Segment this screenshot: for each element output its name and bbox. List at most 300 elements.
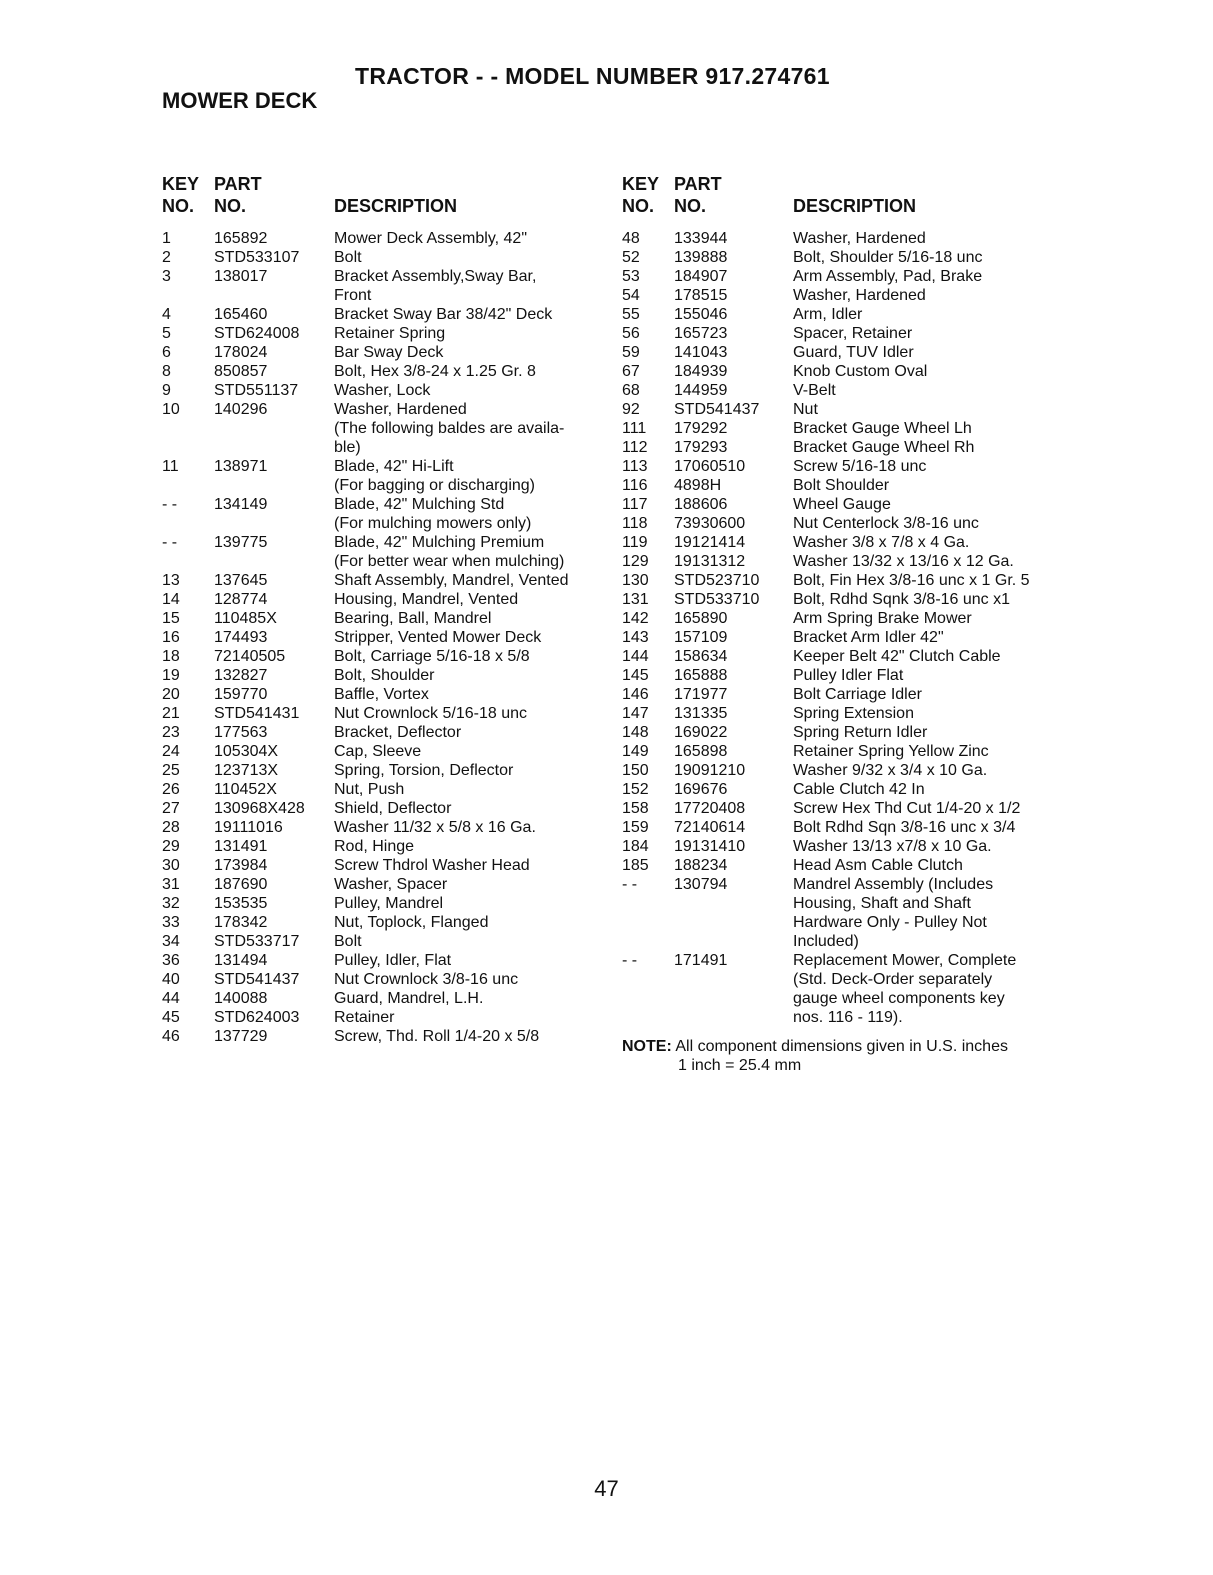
part-description: Washer 11/32 x 5/8 x 16 Ga.	[334, 819, 536, 836]
part-description: Wheel Gauge	[793, 496, 891, 513]
key-no: 28	[162, 819, 180, 836]
part-no: 184907	[674, 268, 728, 285]
parts-row	[162, 742, 602, 761]
part-no: 153535	[214, 895, 268, 912]
part-description: nos. 116 - 119).	[793, 1009, 903, 1026]
key-no: 1	[162, 230, 171, 247]
parts-row	[162, 362, 602, 381]
part-description: Retainer	[334, 1009, 395, 1026]
key-no: 8	[162, 363, 171, 380]
key-no: 45	[162, 1009, 180, 1026]
part-description: Screw Hex Thd Cut 1/4-20 x 1/2	[793, 800, 1021, 817]
key-no: 116	[622, 477, 648, 494]
part-description: ble)	[334, 439, 361, 456]
parts-row	[622, 248, 1082, 267]
part-description: Bolt Carriage Idler	[793, 686, 922, 703]
parts-row	[162, 856, 602, 875]
key-no: 129	[622, 553, 649, 570]
parts-row	[622, 913, 1082, 932]
parts-row	[622, 951, 1082, 970]
key-no: 2	[162, 249, 171, 266]
parts-row	[162, 286, 602, 305]
parts-row	[162, 1008, 602, 1027]
parts-row	[162, 780, 602, 799]
parts-row	[162, 704, 602, 723]
key-no: 4	[162, 306, 171, 323]
part-description: Blade, 42" Mulching Std	[334, 496, 505, 513]
part-description: Bolt, Hex 3/8-24 x 1.25 Gr. 8	[334, 363, 536, 380]
parts-row	[162, 970, 602, 989]
key-no: 30	[162, 857, 180, 874]
key-no: 46	[162, 1028, 180, 1045]
parts-row	[622, 571, 1082, 590]
part-description: Cable Clutch 42 In	[793, 781, 925, 798]
part-description: Nut Centerlock 3/8-16 unc	[793, 515, 979, 532]
parts-row	[622, 286, 1082, 305]
key-no: 147	[622, 705, 649, 722]
right-part-header-line1: PART	[674, 174, 722, 194]
parts-row	[162, 666, 602, 685]
parts-row	[622, 932, 1082, 951]
part-no: 138971	[214, 458, 268, 475]
part-description: Mandrel Assembly (Includes	[793, 876, 994, 893]
key-no: 26	[162, 781, 180, 798]
parts-row	[162, 1027, 602, 1046]
part-no: 73930600	[674, 515, 746, 532]
part-description: Nut Crownlock 3/8-16 unc	[334, 971, 519, 988]
parts-row	[622, 419, 1082, 438]
part-description: Retainer Spring	[334, 325, 446, 342]
key-no: 159	[622, 819, 649, 836]
part-description: V-Belt	[793, 382, 836, 399]
part-no: 171977	[674, 686, 728, 703]
key-no: 13	[162, 572, 180, 589]
key-no: 184	[622, 838, 649, 855]
key-no: 9	[162, 382, 171, 399]
part-description: Bracket Arm Idler 42"	[793, 629, 944, 646]
part-description: Washer, Lock	[334, 382, 431, 399]
key-no: - -	[622, 876, 638, 893]
parts-row	[162, 514, 602, 533]
part-no: 174493	[214, 629, 268, 646]
parts-row	[162, 343, 602, 362]
part-no: 19091210	[674, 762, 746, 779]
parts-row	[622, 552, 1082, 571]
part-no: STD533710	[674, 591, 760, 608]
left-part-header-line1: PART	[214, 174, 262, 194]
parts-row	[622, 818, 1082, 837]
part-description: Washer, Hardened	[793, 287, 926, 304]
part-no: 165888	[674, 667, 728, 684]
parts-row	[622, 780, 1082, 799]
part-description: Shield, Deflector	[334, 800, 452, 817]
part-description: Blade, 42" Hi-Lift	[334, 458, 454, 475]
key-no: 40	[162, 971, 180, 988]
part-no: STD533717	[214, 933, 300, 950]
key-no: 27	[162, 800, 180, 817]
parts-row	[162, 818, 602, 837]
parts-row	[622, 761, 1082, 780]
parts-row	[622, 533, 1082, 552]
left-part-header-line2: NO.	[214, 196, 247, 216]
parts-row	[162, 894, 602, 913]
part-no: 178024	[214, 344, 268, 361]
key-no: 119	[622, 534, 648, 551]
page-title: TRACTOR - - MODEL NUMBER 917.274761	[355, 63, 830, 89]
part-no: 165460	[214, 306, 268, 323]
part-description: Knob Custom Oval	[793, 363, 928, 380]
key-no: 34	[162, 933, 180, 950]
key-no: 145	[622, 667, 649, 684]
parts-list-right	[622, 229, 1082, 1027]
part-description: Head Asm Cable Clutch	[793, 857, 963, 874]
part-no: 140296	[214, 401, 268, 418]
parts-row	[162, 837, 602, 856]
parts-row	[622, 609, 1082, 628]
key-no: 21	[162, 705, 180, 722]
parts-row	[162, 533, 602, 552]
part-no: 140088	[214, 990, 268, 1007]
part-description: Spring, Torsion, Deflector	[334, 762, 514, 779]
part-description: Arm Assembly, Pad, Brake	[793, 268, 983, 285]
part-description: Pulley Idler Flat	[793, 667, 904, 684]
key-no: 20	[162, 686, 180, 703]
part-description: Bolt	[334, 933, 362, 950]
part-no: STD533107	[214, 249, 300, 266]
part-description: Bracket Gauge Wheel Rh	[793, 439, 975, 456]
key-no: 6	[162, 344, 171, 361]
parts-row	[622, 647, 1082, 666]
part-no: 155046	[674, 306, 728, 323]
part-no: 139888	[674, 249, 728, 266]
part-no: 169022	[674, 724, 728, 741]
parts-row	[622, 837, 1082, 856]
parts-row	[162, 761, 602, 780]
part-description: Housing, Shaft and Shaft	[793, 895, 971, 912]
part-description: Screw 5/16-18 unc	[793, 458, 927, 475]
parts-row	[162, 913, 602, 932]
parts-row	[162, 495, 602, 514]
part-description: Stripper, Vented Mower Deck	[334, 629, 542, 646]
part-description: Spacer, Retainer	[793, 325, 913, 342]
key-no: 14	[162, 591, 180, 608]
key-no: 5	[162, 325, 171, 342]
parts-row	[162, 248, 602, 267]
part-description: Washer 3/8 x 7/8 x 4 Ga.	[793, 534, 970, 551]
key-no: 52	[622, 249, 640, 266]
key-no: 23	[162, 724, 180, 741]
key-no: 68	[622, 382, 640, 399]
part-description: Bracket Gauge Wheel Lh	[793, 420, 972, 437]
parts-row	[162, 438, 602, 457]
part-description: Bar Sway Deck	[334, 344, 444, 361]
key-no: 59	[622, 344, 640, 361]
key-no: 32	[162, 895, 180, 912]
parts-row	[162, 457, 602, 476]
part-no: 131494	[214, 952, 268, 969]
part-description: Blade, 42" Mulching Premium	[334, 534, 545, 551]
key-no: 111	[622, 420, 647, 437]
part-no: STD551137	[214, 382, 299, 399]
part-no: 131491	[214, 838, 268, 855]
parts-row	[162, 400, 602, 419]
key-no: 185	[622, 857, 649, 874]
parts-row	[162, 609, 602, 628]
part-description: Screw, Thd. Roll 1/4-20 x 5/8	[334, 1028, 540, 1045]
part-description: (The following baldes are availa-	[334, 420, 565, 437]
part-description: (Std. Deck-Order separately	[793, 971, 993, 988]
right-key-header-line2: NO.	[622, 196, 655, 216]
parts-row	[622, 666, 1082, 685]
part-description: Nut, Push	[334, 781, 405, 798]
parts-row	[162, 229, 602, 248]
part-no: 131335	[674, 705, 728, 722]
part-description: (For bagging or discharging)	[334, 477, 535, 494]
part-description: Spring Extension	[793, 705, 914, 722]
parts-row	[162, 723, 602, 742]
note-line2: 1 inch = 25.4 mm	[678, 1057, 802, 1074]
key-no: 29	[162, 838, 180, 855]
part-description: Bolt, Shoulder	[334, 667, 435, 684]
part-no: 141043	[674, 344, 728, 361]
part-description: Shaft Assembly, Mandrel, Vented	[334, 572, 569, 589]
part-description: Bolt, Carriage 5/16-18 x 5/8	[334, 648, 530, 665]
key-no: - -	[162, 534, 178, 551]
key-no: 33	[162, 914, 180, 931]
part-description: Rod, Hinge	[334, 838, 415, 855]
part-description: Bolt Shoulder	[793, 477, 890, 494]
key-no: 56	[622, 325, 640, 342]
part-description: Mower Deck Assembly, 42"	[334, 230, 527, 247]
part-no: 105304X	[214, 743, 279, 760]
parts-row	[162, 989, 602, 1008]
parts-row	[162, 267, 602, 286]
part-no: 133944	[674, 230, 728, 247]
part-description: Baffle, Vortex	[334, 686, 429, 703]
key-no: 113	[622, 458, 648, 475]
parts-row	[162, 628, 602, 647]
parts-row	[622, 856, 1082, 875]
part-no: 158634	[674, 648, 728, 665]
key-no: 130	[622, 572, 649, 589]
parts-row	[162, 552, 602, 571]
part-description: Bracket, Deflector	[334, 724, 462, 741]
part-no: 188234	[674, 857, 728, 874]
parts-row	[622, 590, 1082, 609]
part-description: Washer, Hardened	[334, 401, 467, 418]
parts-row	[162, 305, 602, 324]
part-description: Bolt Rdhd Sqn 3/8-16 unc x 3/4	[793, 819, 1016, 836]
parts-row	[162, 571, 602, 590]
key-no: 54	[622, 287, 640, 304]
key-no: 112	[622, 439, 648, 456]
part-no: STD523710	[674, 572, 760, 589]
left-key-header-line2: NO.	[162, 196, 195, 216]
part-description: Housing, Mandrel, Vented	[334, 591, 519, 608]
part-no: 123713X	[214, 762, 279, 779]
part-no: 179293	[674, 439, 728, 456]
part-no: STD541437	[214, 971, 300, 988]
parts-row	[162, 647, 602, 666]
part-no: 19131410	[674, 838, 746, 855]
part-description: Pulley, Idler, Flat	[334, 952, 452, 969]
part-no: 165890	[674, 610, 728, 627]
part-no: 130968X428	[214, 800, 305, 817]
right-part-header-line2: NO.	[674, 196, 707, 216]
part-no: 173984	[214, 857, 268, 874]
key-no: 11	[162, 458, 179, 475]
parts-row	[162, 951, 602, 970]
part-description: Nut Crownlock 5/16-18 unc	[334, 705, 527, 722]
section-title: MOWER DECK	[162, 88, 318, 113]
part-description: Bolt, Shoulder 5/16-18 unc	[793, 249, 983, 266]
part-description: Bearing, Ball, Mandrel	[334, 610, 492, 627]
key-no: 48	[622, 230, 640, 247]
part-no: 144959	[674, 382, 728, 399]
part-no: 17060510	[674, 458, 746, 475]
parts-row	[622, 362, 1082, 381]
key-no: 53	[622, 268, 640, 285]
key-no: 16	[162, 629, 180, 646]
part-no: STD541431	[214, 705, 300, 722]
key-no: 36	[162, 952, 180, 969]
key-no: 143	[622, 629, 649, 646]
key-no: 131	[622, 591, 649, 608]
key-no: - -	[162, 496, 178, 513]
page-number: 47	[594, 1476, 619, 1501]
key-no: 55	[622, 306, 640, 323]
parts-row	[622, 514, 1082, 533]
parts-row	[622, 628, 1082, 647]
right-description-header: DESCRIPTION	[793, 196, 917, 216]
parts-row	[162, 419, 602, 438]
part-description: Bolt	[334, 249, 362, 266]
part-description: Bracket Assembly,Sway Bar,	[334, 268, 537, 285]
part-no: 187690	[214, 876, 268, 893]
part-no: 130794	[674, 876, 728, 893]
key-no: 146	[622, 686, 649, 703]
part-no: 19121414	[674, 534, 746, 551]
parts-row	[622, 704, 1082, 723]
parts-row	[622, 400, 1082, 419]
parts-row	[622, 343, 1082, 362]
part-description: Washer, Spacer	[334, 876, 448, 893]
key-no: 31	[162, 876, 180, 893]
part-description: Replacement Mower, Complete	[793, 952, 1017, 969]
parts-row	[622, 989, 1082, 1008]
parts-list-left	[162, 229, 602, 1046]
key-no: 142	[622, 610, 649, 627]
part-no: 178515	[674, 287, 728, 304]
key-no: - -	[622, 952, 638, 969]
part-no: 19111016	[214, 819, 283, 836]
key-no: 3	[162, 268, 171, 285]
key-no: 18	[162, 648, 180, 665]
key-no: 24	[162, 743, 180, 760]
part-description: Guard, Mandrel, L.H.	[334, 990, 484, 1007]
part-no: 169676	[674, 781, 728, 798]
key-no: 15	[162, 610, 180, 627]
part-no: 165898	[674, 743, 728, 760]
part-description: Pulley, Mandrel	[334, 895, 444, 912]
left-description-header: DESCRIPTION	[334, 196, 458, 216]
parts-row	[622, 381, 1082, 400]
parts-row	[622, 723, 1082, 742]
part-description: (For mulching mowers only)	[334, 515, 532, 532]
key-no: 67	[622, 363, 640, 380]
parts-row	[162, 590, 602, 609]
key-no: 25	[162, 762, 180, 779]
part-description: Keeper Belt 42" Clutch Cable	[793, 648, 1001, 665]
key-no: 10	[162, 401, 180, 418]
parts-row	[162, 381, 602, 400]
part-description: Spring Return Idler	[793, 724, 928, 741]
part-no: 165723	[674, 325, 728, 342]
part-description: Washer 13/13 x7/8 x 10 Ga.	[793, 838, 992, 855]
part-description: Screw Thdrol Washer Head	[334, 857, 530, 874]
key-no: 117	[622, 496, 648, 513]
key-no: 149	[622, 743, 649, 760]
part-no: 138017	[214, 268, 268, 285]
part-no: 188606	[674, 496, 728, 513]
key-no: 150	[622, 762, 649, 779]
note-line1: All component dimensions given in U.S. inches	[675, 1038, 1008, 1055]
parts-row	[622, 457, 1082, 476]
part-description: Washer 9/32 x 3/4 x 10 Ga.	[793, 762, 988, 779]
note-label: NOTE:	[622, 1038, 672, 1055]
part-no: 137729	[214, 1028, 268, 1045]
part-no: STD624003	[214, 1009, 300, 1026]
part-no: 184939	[674, 363, 728, 380]
parts-row	[622, 875, 1082, 894]
left-key-header-line1: KEY	[162, 174, 200, 194]
parts-row	[162, 932, 602, 951]
part-description: Retainer Spring Yellow Zinc	[793, 743, 989, 760]
parts-row	[622, 267, 1082, 286]
part-no: STD624008	[214, 325, 300, 342]
part-no: 72140614	[674, 819, 746, 836]
key-no: 144	[622, 648, 649, 665]
part-description: Included)	[793, 933, 859, 950]
key-no: 92	[622, 401, 640, 418]
part-no: 128774	[214, 591, 268, 608]
key-no: 44	[162, 990, 180, 1007]
part-no: 178342	[214, 914, 268, 931]
part-no: 850857	[214, 363, 268, 380]
part-no: 139775	[214, 534, 268, 551]
parts-row	[162, 685, 602, 704]
part-description: Nut	[793, 401, 818, 418]
parts-row	[622, 742, 1082, 761]
key-no: 152	[622, 781, 649, 798]
part-no: 179292	[674, 420, 728, 437]
part-description: Nut, Toplock, Flanged	[334, 914, 489, 931]
part-description: Washer 13/32 x 13/16 x 12 Ga.	[793, 553, 1014, 570]
part-no: 110452X	[214, 781, 277, 798]
key-no: 148	[622, 724, 649, 741]
part-description: Arm, Idler	[793, 306, 863, 323]
part-description: Guard, TUV Idler	[793, 344, 914, 361]
part-description: Bolt, Rdhd Sqnk 3/8-16 unc x1	[793, 591, 1011, 608]
part-no: 4898H	[674, 477, 722, 494]
part-description: Washer, Hardened	[793, 230, 926, 247]
parts-row	[622, 685, 1082, 704]
part-no: 157109	[674, 629, 728, 646]
key-no: 158	[622, 800, 649, 817]
parts-row	[622, 305, 1082, 324]
part-no: 132827	[214, 667, 268, 684]
right-key-header-line1: KEY	[622, 174, 660, 194]
